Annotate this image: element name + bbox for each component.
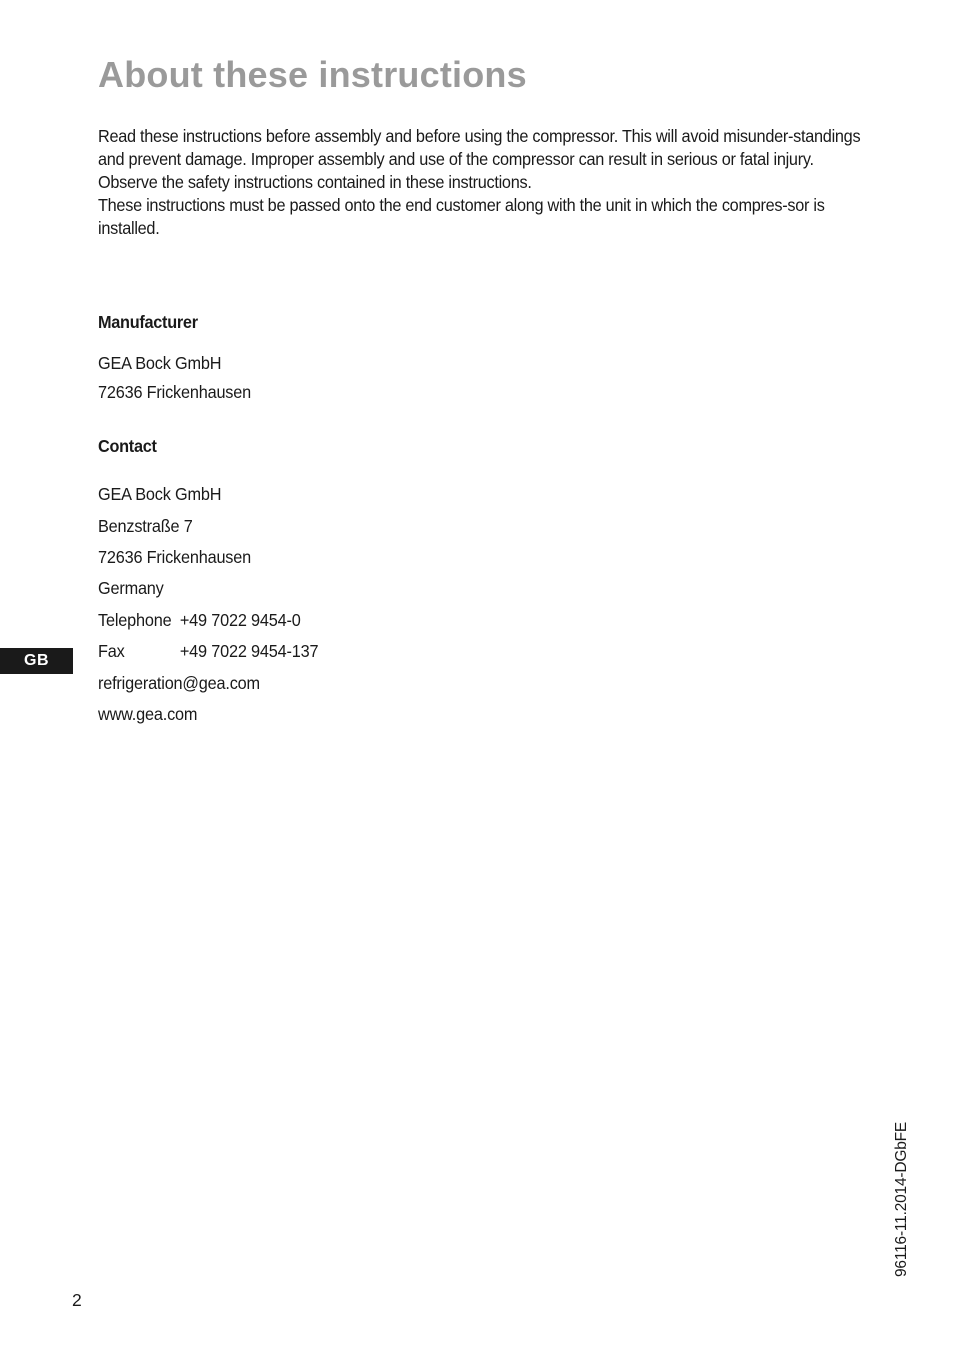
- manufacturer-heading: Manufacturer: [98, 312, 198, 332]
- intro-paragraph-2: Observe the safety instructions contained in these instructions.: [98, 172, 532, 192]
- document-code: 96116-11.2014-DGbFE: [893, 1121, 910, 1277]
- intro-paragraph-3: These instructions must be passed onto the end customer along with the unit in which the compres-sor is installed.: [98, 195, 825, 238]
- intro-paragraph-1: Read these instructions before assembly and before using the compressor. This will avoid misunder-standings and prevent damage. Improper assembly and use of the compressor can result in serious or fatal injury.: [98, 126, 861, 169]
- contact-street: Benzstraße 7: [98, 516, 193, 536]
- contact-email: refrigeration@gea.com: [98, 673, 260, 693]
- fax-label: Fax: [98, 641, 125, 661]
- language-tab: GB: [0, 648, 73, 674]
- telephone-number: +49 7022 9454-0: [179, 610, 301, 630]
- page-number: 2: [72, 1290, 82, 1310]
- manufacturer-city: 72636 Frickenhausen: [98, 382, 251, 402]
- intro-text: [98, 125, 861, 240]
- contact-company: GEA Bock GmbH: [98, 484, 222, 504]
- contact-telephone-row: [98, 610, 301, 631]
- contact-city: 72636 Frickenhausen: [98, 547, 251, 567]
- manufacturer-company: GEA Bock GmbH: [98, 353, 222, 373]
- page-title: About these instructions: [98, 54, 527, 95]
- contact-website: www.gea.com: [98, 704, 198, 724]
- telephone-label: Telephone: [98, 610, 172, 630]
- contact-country: Germany: [98, 578, 164, 598]
- contact-fax-row: [98, 641, 318, 662]
- fax-number: +49 7022 9454-137: [179, 641, 319, 661]
- contact-heading: Contact: [98, 436, 157, 456]
